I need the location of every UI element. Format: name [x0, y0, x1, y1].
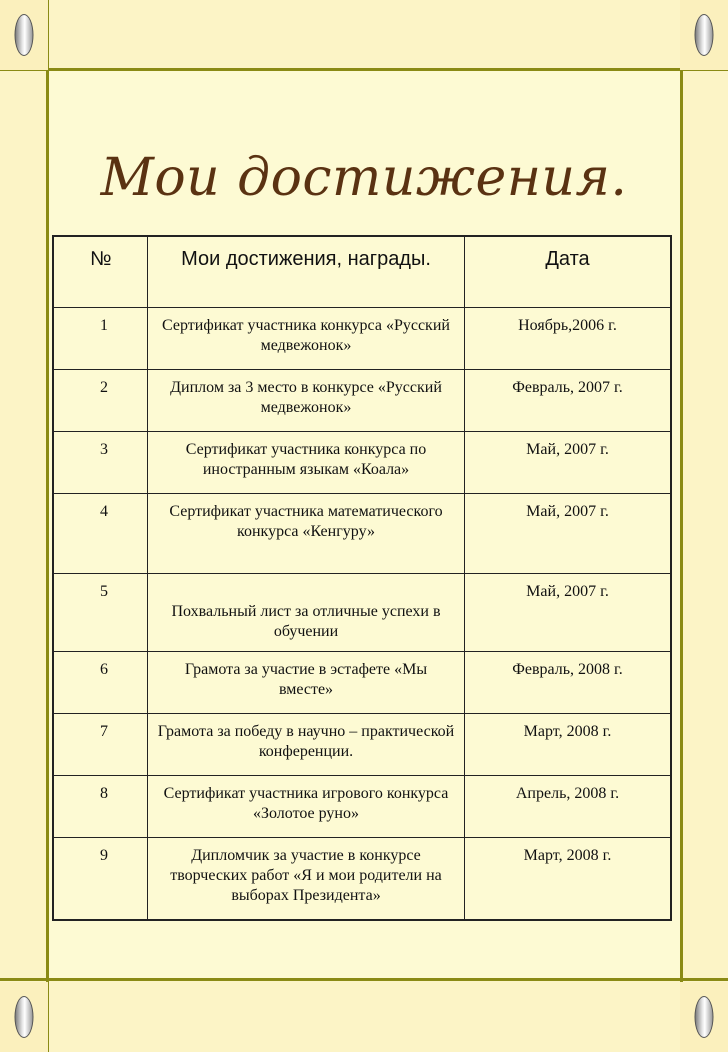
row-number: 3: [53, 432, 148, 494]
row-number: 5: [53, 574, 148, 652]
row-date: Март, 2008 г.: [465, 838, 672, 920]
row-number: 6: [53, 652, 148, 714]
row-number: 7: [53, 714, 148, 776]
row-number: 2: [53, 370, 148, 432]
row-date: Апрель, 2008 г.: [465, 776, 672, 838]
frame-top-band: [0, 0, 728, 70]
table-row: [53, 652, 671, 714]
row-date: Март, 2008 г.: [465, 714, 672, 776]
corner-top-right: [680, 0, 728, 70]
oval-ornament-icon: [15, 14, 34, 56]
row-number: 8: [53, 776, 148, 838]
row-achievement: Грамота за победу в научно – практической конференции.: [148, 714, 465, 776]
header-date: Дата: [465, 236, 672, 308]
table-row: [53, 574, 671, 652]
row-achievement: Сертификат участника конкурса «Русский медвежонок»: [148, 308, 465, 370]
achievements-table: [52, 235, 672, 921]
row-date: Май, 2007 г.: [465, 494, 672, 574]
oval-ornament-icon: [15, 996, 34, 1038]
row-number: 4: [53, 494, 148, 574]
header-number: №: [53, 236, 148, 308]
row-date: Февраль, 2008 г.: [465, 652, 672, 714]
frame-bottom-band: [0, 980, 728, 1052]
row-achievement: Сертификат участника конкурса по иностранным языкам «Коала»: [148, 432, 465, 494]
frame-line-bottom: [0, 978, 728, 981]
table-row: [53, 838, 671, 920]
table-row: [53, 776, 671, 838]
row-achievement: Грамота за участие в эстафете «Мы вместе»: [148, 652, 465, 714]
page-title: Мои достижения.: [100, 148, 628, 208]
header-achievement: Мои достижения, награды.: [148, 236, 465, 308]
corner-top-left: [0, 0, 48, 70]
oval-ornament-icon: [695, 14, 714, 56]
row-achievement: Сертификат участника игрового конкурса «Золотое руно»: [148, 776, 465, 838]
row-achievement: Диплом за 3 место в конкурсе «Русский медвежонок»: [148, 370, 465, 432]
row-achievement: Сертификат участника математического конкурса «Кенгуру»: [148, 494, 465, 574]
oval-ornament-icon: [695, 996, 714, 1038]
row-date: Февраль, 2007 г.: [465, 370, 672, 432]
corner-bottom-left: [0, 982, 48, 1052]
row-date: Май, 2007 г.: [465, 432, 672, 494]
table-row: [53, 714, 671, 776]
table-row: [53, 308, 671, 370]
row-achievement: Дипломчик за участие в конкурсе творческих работ «Я и мои родители на выборах Президента»: [148, 838, 465, 920]
table-row: [53, 370, 671, 432]
row-number: 1: [53, 308, 148, 370]
table-header-row: [53, 236, 671, 308]
corner-bottom-right: [680, 982, 728, 1052]
row-date: Ноябрь,2006 г.: [465, 308, 672, 370]
frame-line-top: [0, 68, 728, 71]
table-row: [53, 494, 671, 574]
row-date: Май, 2007 г.: [465, 574, 672, 652]
table-row: [53, 432, 671, 494]
row-achievement: Похвальный лист за отличные успехи в обучении: [148, 574, 465, 652]
row-number: 9: [53, 838, 148, 920]
